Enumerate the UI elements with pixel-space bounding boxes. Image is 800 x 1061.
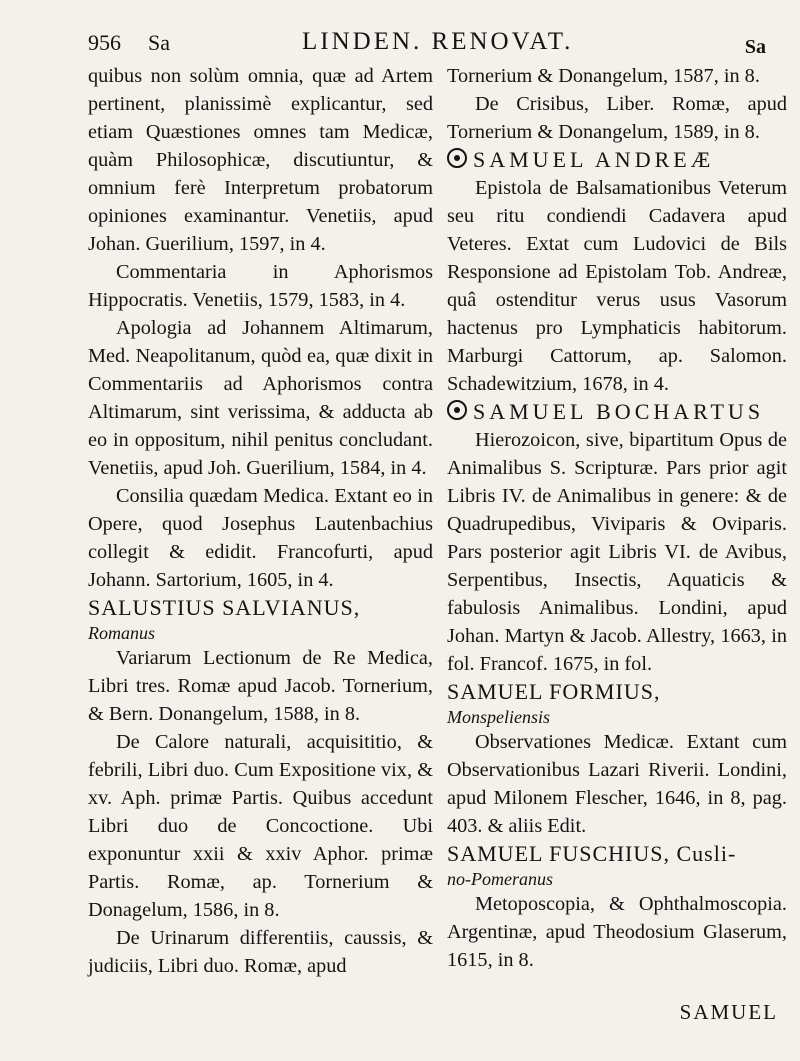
bibliography-entry: Metoposcopia, & Ophthalmoscopia. Argentinæ, apud Theodosium Glaserum, 1615, in 8. [447, 893, 787, 971]
bibliography-entry: Hierozoicon, sive, bipartitum Opus de Animalibus S. Scripturæ. Pars prior agit Libris IV. de Animalibus in genere: & de Quadrupedibus, Viviparis & Oviparis. Pars posterior agit Libris VI. de Avibus, Serpentibus, Insectis, Aquaticis & fabulosis Animalibus. Londini, apud Johan. Martyn & Jacob. Allestry, 1663, in fol. Francof. 1675, in fol. [447, 429, 787, 675]
author-heading [447, 678, 787, 706]
author-heading [447, 146, 787, 174]
section-circle-icon [447, 400, 467, 420]
right-column [447, 62, 787, 974]
header-catchword: Sa [744, 36, 766, 58]
author-name: SAMUEL ANDREÆ [473, 147, 715, 172]
continued-entry: Tornerium & Donangelum, 1587, in 8. [447, 65, 760, 87]
running-title: LINDEN. RENOVAT. [302, 28, 574, 55]
bibliography-entry: Variarum Lectionum de Re Medica, Libri tres. Romæ apud Jacob. Tornerium, & Bern. Donangelum, 1588, in 8. [88, 647, 433, 725]
continued-entry: quibus non solùm omnia, quæ ad Artem pertinent, planissimè explicantur, sed etiam Quæstiones omnes tam Medicæ, quàm Philosophicæ, discutiuntur, & omnium ferè Interpretum probatorum opiniones examinantur. Venetiis, apud Johan. Guerilium, 1597, in 4. [88, 65, 433, 255]
section-mark: Sa [148, 30, 170, 55]
bibliography-entry: Apologia ad Johannem Altimarum, Med. Neapolitanum, quòd ea, quæ dixit in Commentariis ad Aphorismos contra Altimarum, sint verissima, & adducta ab eo in oppositum, nihil penitus concludant. Venetiis, apud Joh. Guerilium, 1584, in 4. [88, 317, 433, 479]
author-heading [447, 398, 787, 426]
bibliography-entry: Commentaria in Aphorismos Hippocratis. Venetiis, 1579, 1583, in 4. [88, 261, 433, 311]
page-number: 956 [88, 30, 121, 55]
footer-catchword: SAMUEL [679, 1000, 778, 1024]
bibliography-entry: Epistola de Balsamationibus Veterum seu ritu condiendi Cadavera apud Veteres. Extat cum Ludovici de Bils Responsione ad Epistolam Tob. Andreæ, quâ ostenditur verus usus Vasorum hactenus pro Lymphaticis habitorum. Marburgi Cattorum, ap. Salomon. Schadewitzium, 1678, in 4. [447, 177, 787, 395]
author-name: SAMUEL FORMIUS, [447, 679, 661, 704]
author-name: SALUSTIUS SALVIANUS, [88, 595, 361, 620]
author-name: SAMUEL BOCHARTUS [473, 399, 765, 424]
page-header [60, 20, 780, 64]
bibliography-entry: De Calore naturali, acquisititio, & febrili, Libri duo. Cum Expositione vix, & xv. Aph. primæ Partis. Quibus accedunt Libri duo de Concoctione. Ubi exponuntur xxii & xxiv Aphor. primæ Partis. Romæ, ap. Tornerium & Donagelum, 1586, in 8. [88, 731, 433, 921]
author-heading [447, 840, 787, 868]
author-origin: no-Pomeranus [447, 869, 553, 889]
bibliography-entry: De Crisibus, Liber. Romæ, apud Tornerium & Donangelum, 1589, in 8. [447, 93, 787, 143]
author-origin: Romanus [88, 623, 155, 643]
author-heading [88, 594, 433, 622]
section-circle-icon [447, 148, 467, 168]
bibliography-entry: Consilia quædam Medica. Extant eo in Opere, quod Josephus Lautenbachius collegit & edidit. Francofurti, apud Johann. Sartorium, 1605, in 4. [88, 485, 433, 591]
left-column [88, 62, 433, 980]
bibliography-entry: Observationes Medicæ. Extant cum Observationibus Lazari Riverii. Londini, apud Milonem Flescher, 1646, in 8, pag. 403. & aliis Edit. [447, 731, 787, 837]
author-name: SAMUEL FUSCHIUS, Cusli- [447, 841, 737, 866]
bibliography-entry: De Urinarum differentiis, caussis, & judiciis, Libri duo. Romæ, apud [88, 927, 433, 977]
author-origin: Monspeliensis [447, 707, 550, 727]
